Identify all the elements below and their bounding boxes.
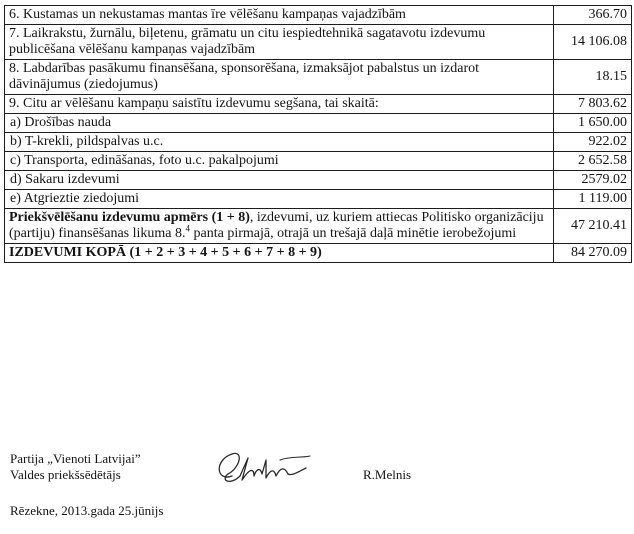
row-label: b) T-krekli, pildspalvas u.c. <box>5 133 554 152</box>
total-value: 84 270.09 <box>554 244 632 263</box>
row-label: 9. Citu ar vēlēšanu kampaņu saistītu izdevumu segšana, tai skaitā: <box>5 95 554 114</box>
table-row <box>5 114 632 133</box>
total-label-prefix: IZDEVUMI KOPĀ ( <box>9 245 135 260</box>
table-row <box>5 133 632 152</box>
row-value: 2 652.58 <box>554 152 632 171</box>
party-name: Partija „Vienoti Latvijai” <box>10 451 141 466</box>
total-label-suffix: ) <box>317 245 322 260</box>
table-row <box>5 6 632 25</box>
row-label: e) Atgrieztie ziedojumi <box>5 190 554 209</box>
pre-election-label-end: panta pirmajā, otrajā un trešajā daļā minētie ierobežojumi <box>190 226 517 241</box>
table-row <box>5 60 632 95</box>
table-row <box>5 95 632 114</box>
row-label: 6. Kustamas un nekustamas mantas īre vēlēšanu kampaņas vajadzībām <box>5 6 554 25</box>
signature-icon <box>210 446 320 494</box>
row-value: 7 803.62 <box>554 95 632 114</box>
pre-election-label <box>5 209 554 244</box>
row-label: 8. Labdarības pasākumu finansēšana, sponsorēšana, izmaksājot pabalstus un izdarot dāvinājumus (ziedojumus) <box>5 60 554 95</box>
row-value: 2579.02 <box>554 171 632 190</box>
paragraph-superscript: 4 <box>185 223 191 234</box>
signer-role: Valdes priekšsēdētājs <box>10 467 121 482</box>
table-row <box>5 152 632 171</box>
row-label: d) Sakaru izdevumi <box>5 171 554 190</box>
row-label: c) Transporta, edināšanas, foto u.c. pakalpojumi <box>5 152 554 171</box>
pre-election-label-bold: Priekšvēlēšanu izdevumu apmērs (1 + 8) <box>9 210 250 225</box>
row-label: a) Drošības nauda <box>5 114 554 133</box>
pre-election-value: 47 210.41 <box>554 209 632 244</box>
row-label: 7. Laikrakstu, žurnālu, biļetenu, grāmatu un citu iespiedtehnikā sagatavotu izdevumu publicēšana vēlēšanu kampaņas vajadzībām <box>5 25 554 60</box>
row-value: 1 650.00 <box>554 114 632 133</box>
row-value: 366.70 <box>554 6 632 25</box>
total-row <box>5 244 632 263</box>
expenses-table <box>4 5 632 263</box>
total-label <box>5 244 554 263</box>
total-formula: 1 + 2 + 3 + 4 + 5 + 6 + 7 + 8 + 9 <box>134 245 318 260</box>
row-value: 1 119.00 <box>554 190 632 209</box>
row-value: 18.15 <box>554 60 632 95</box>
pre-election-row <box>5 209 632 244</box>
table-row <box>5 25 632 60</box>
table-row <box>5 171 632 190</box>
signer-name: R.Melnis <box>363 467 412 482</box>
pre-election-label-rest: , izdevumi, uz kuriem attiecas Politisko organizāciju (partiju) finansēšanas likuma 8. <box>9 210 544 241</box>
table-row <box>5 190 632 209</box>
place-date: Rēzekne, 2013.gada 25.jūnijs <box>10 503 164 518</box>
row-value: 14 106.08 <box>554 25 632 60</box>
row-value: 922.02 <box>554 133 632 152</box>
